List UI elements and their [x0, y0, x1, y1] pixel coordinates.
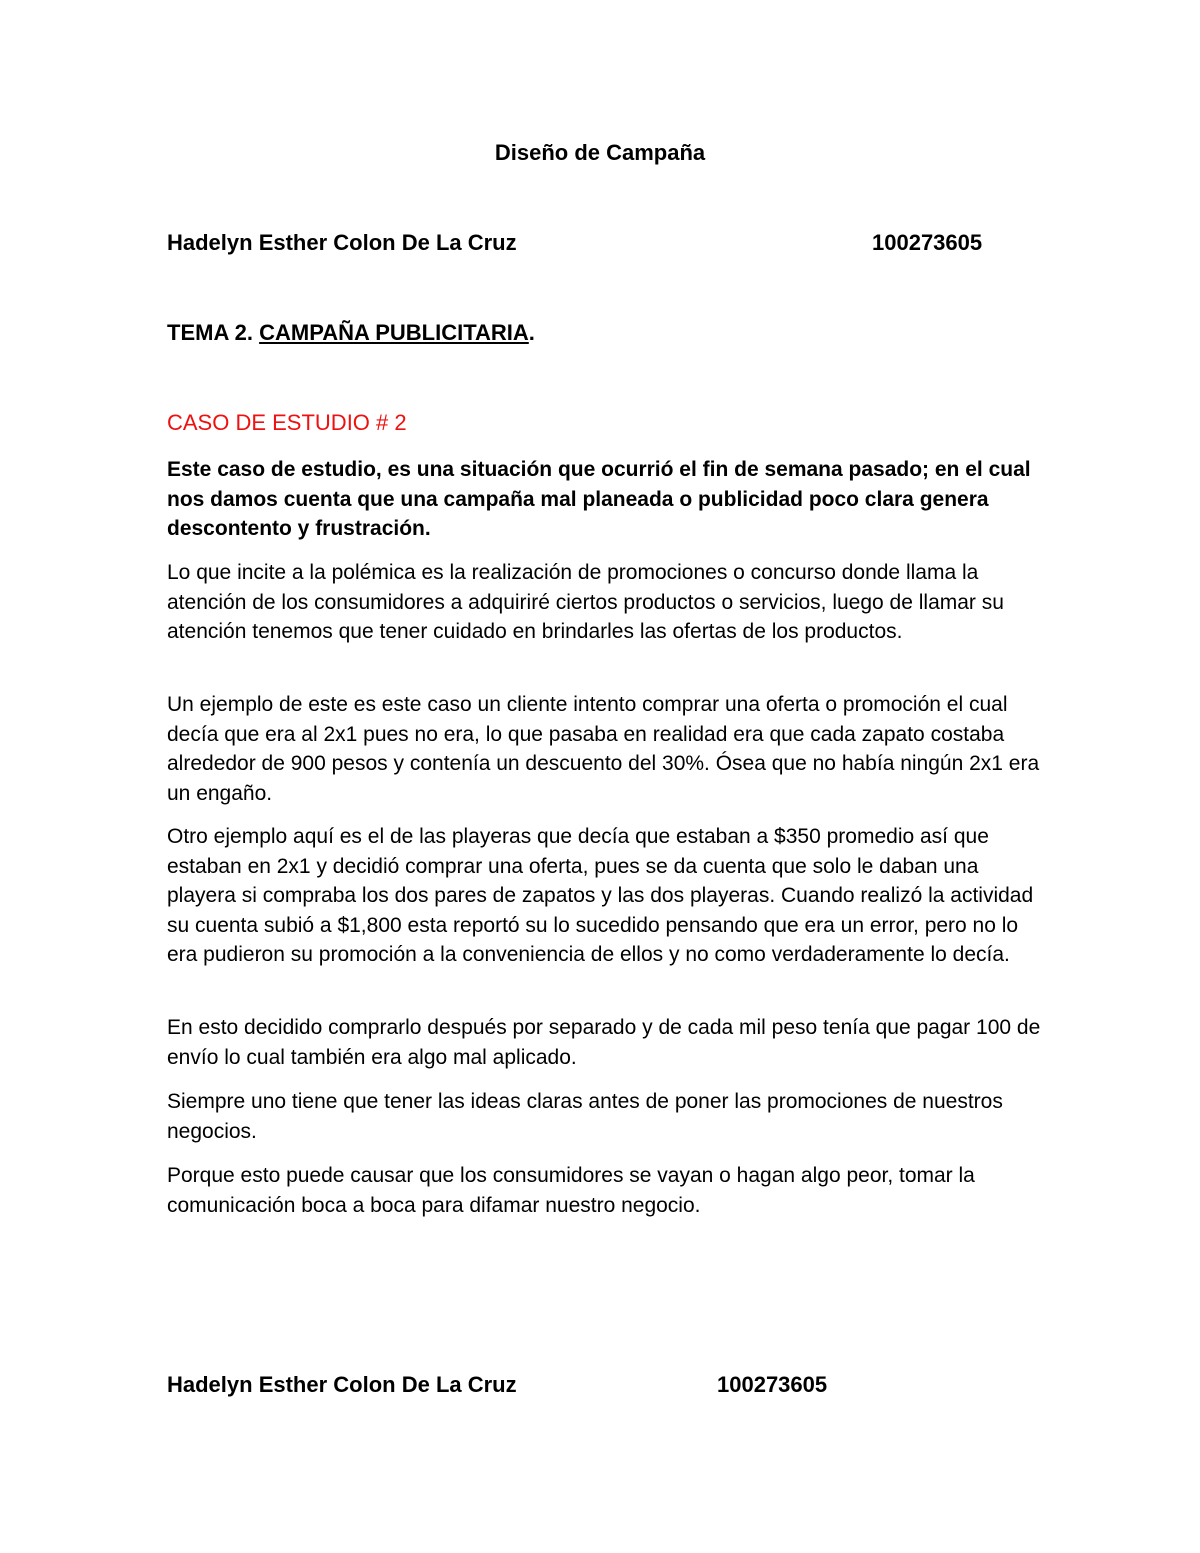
paragraph-text: Porque esto puede causar que los consumidores se vayan o hagan algo peor, tomar la comunicación boca a boca para difamar nuestro negocio.	[167, 1164, 975, 1217]
paragraph-text: Lo que incite a la polémica es la realización de promociones o concurso donde llama la atención de los consumidores a adquiriré ciertos productos o servicios, luego de llamar su atención tenemos que tener cuidado en brindarles las ofertas de los productos.	[167, 561, 1004, 643]
topic-line	[167, 320, 535, 346]
document-title: Diseño de Campaña	[494, 140, 706, 165]
paragraph-text: Siempre uno tiene que tener las ideas claras antes de poner las promociones de nuestros negocios.	[167, 1090, 1003, 1143]
footer-author-id: 100273605	[717, 1372, 828, 1397]
author-name: Hadelyn Esther Colon De La Cruz	[167, 230, 517, 255]
paragraph	[167, 1087, 1047, 1146]
topic-prefix: TEMA 2.	[167, 320, 253, 345]
paragraph	[167, 690, 1047, 808]
topic-title: CAMPAÑA PUBLICITARIA	[259, 320, 529, 345]
case-study-heading: CASO DE ESTUDIO # 2	[167, 410, 407, 435]
paragraph-text: En esto decidido comprarlo después por separado y de cada mil peso tenía que pagar 100 de envío lo cual también era algo mal aplicado.	[167, 1016, 1041, 1069]
footer-author-name: Hadelyn Esther Colon De La Cruz	[167, 1372, 517, 1397]
author-id: 100273605	[872, 230, 983, 255]
intro-paragraph: Este caso de estudio, es una situación que ocurrió el fin de semana pasado; en el cual nos damos cuenta que una campaña mal planeada o publicidad poco clara genera descontento y frustración.	[167, 458, 1031, 540]
author-header	[167, 230, 1047, 256]
paragraph	[167, 822, 1047, 970]
paragraph	[167, 1161, 1047, 1220]
topic-suffix: .	[528, 320, 535, 345]
paragraph	[167, 558, 1047, 647]
paragraph	[167, 1013, 1047, 1072]
paragraph-text: Un ejemplo de este es este caso un cliente intento comprar una oferta o promoción el cual decía que era al 2x1 pues no era, lo que pasaba en realidad era que cada zapato costaba alrededor de 900 pesos y contenía un descuento del 30%. Ósea que no había ningún 2x1 era un engaño.	[167, 693, 1040, 805]
author-footer	[167, 1372, 867, 1398]
paragraph-text: Otro ejemplo aquí es el de las playeras que decía que estaban a $350 promedio así que estaban en 2x1 y decidió comprar una oferta, pues se da cuenta que solo le daban una playera si compraba los dos pares de zapatos y las dos playeras. Cuando realizó la actividad su cuenta subió a $1,800 esta reportó su lo sucedido pensando que era un error, pero no lo era pudieron su promoción a la conveniencia de ellos y no como verdaderamente lo decía.	[167, 825, 1034, 966]
